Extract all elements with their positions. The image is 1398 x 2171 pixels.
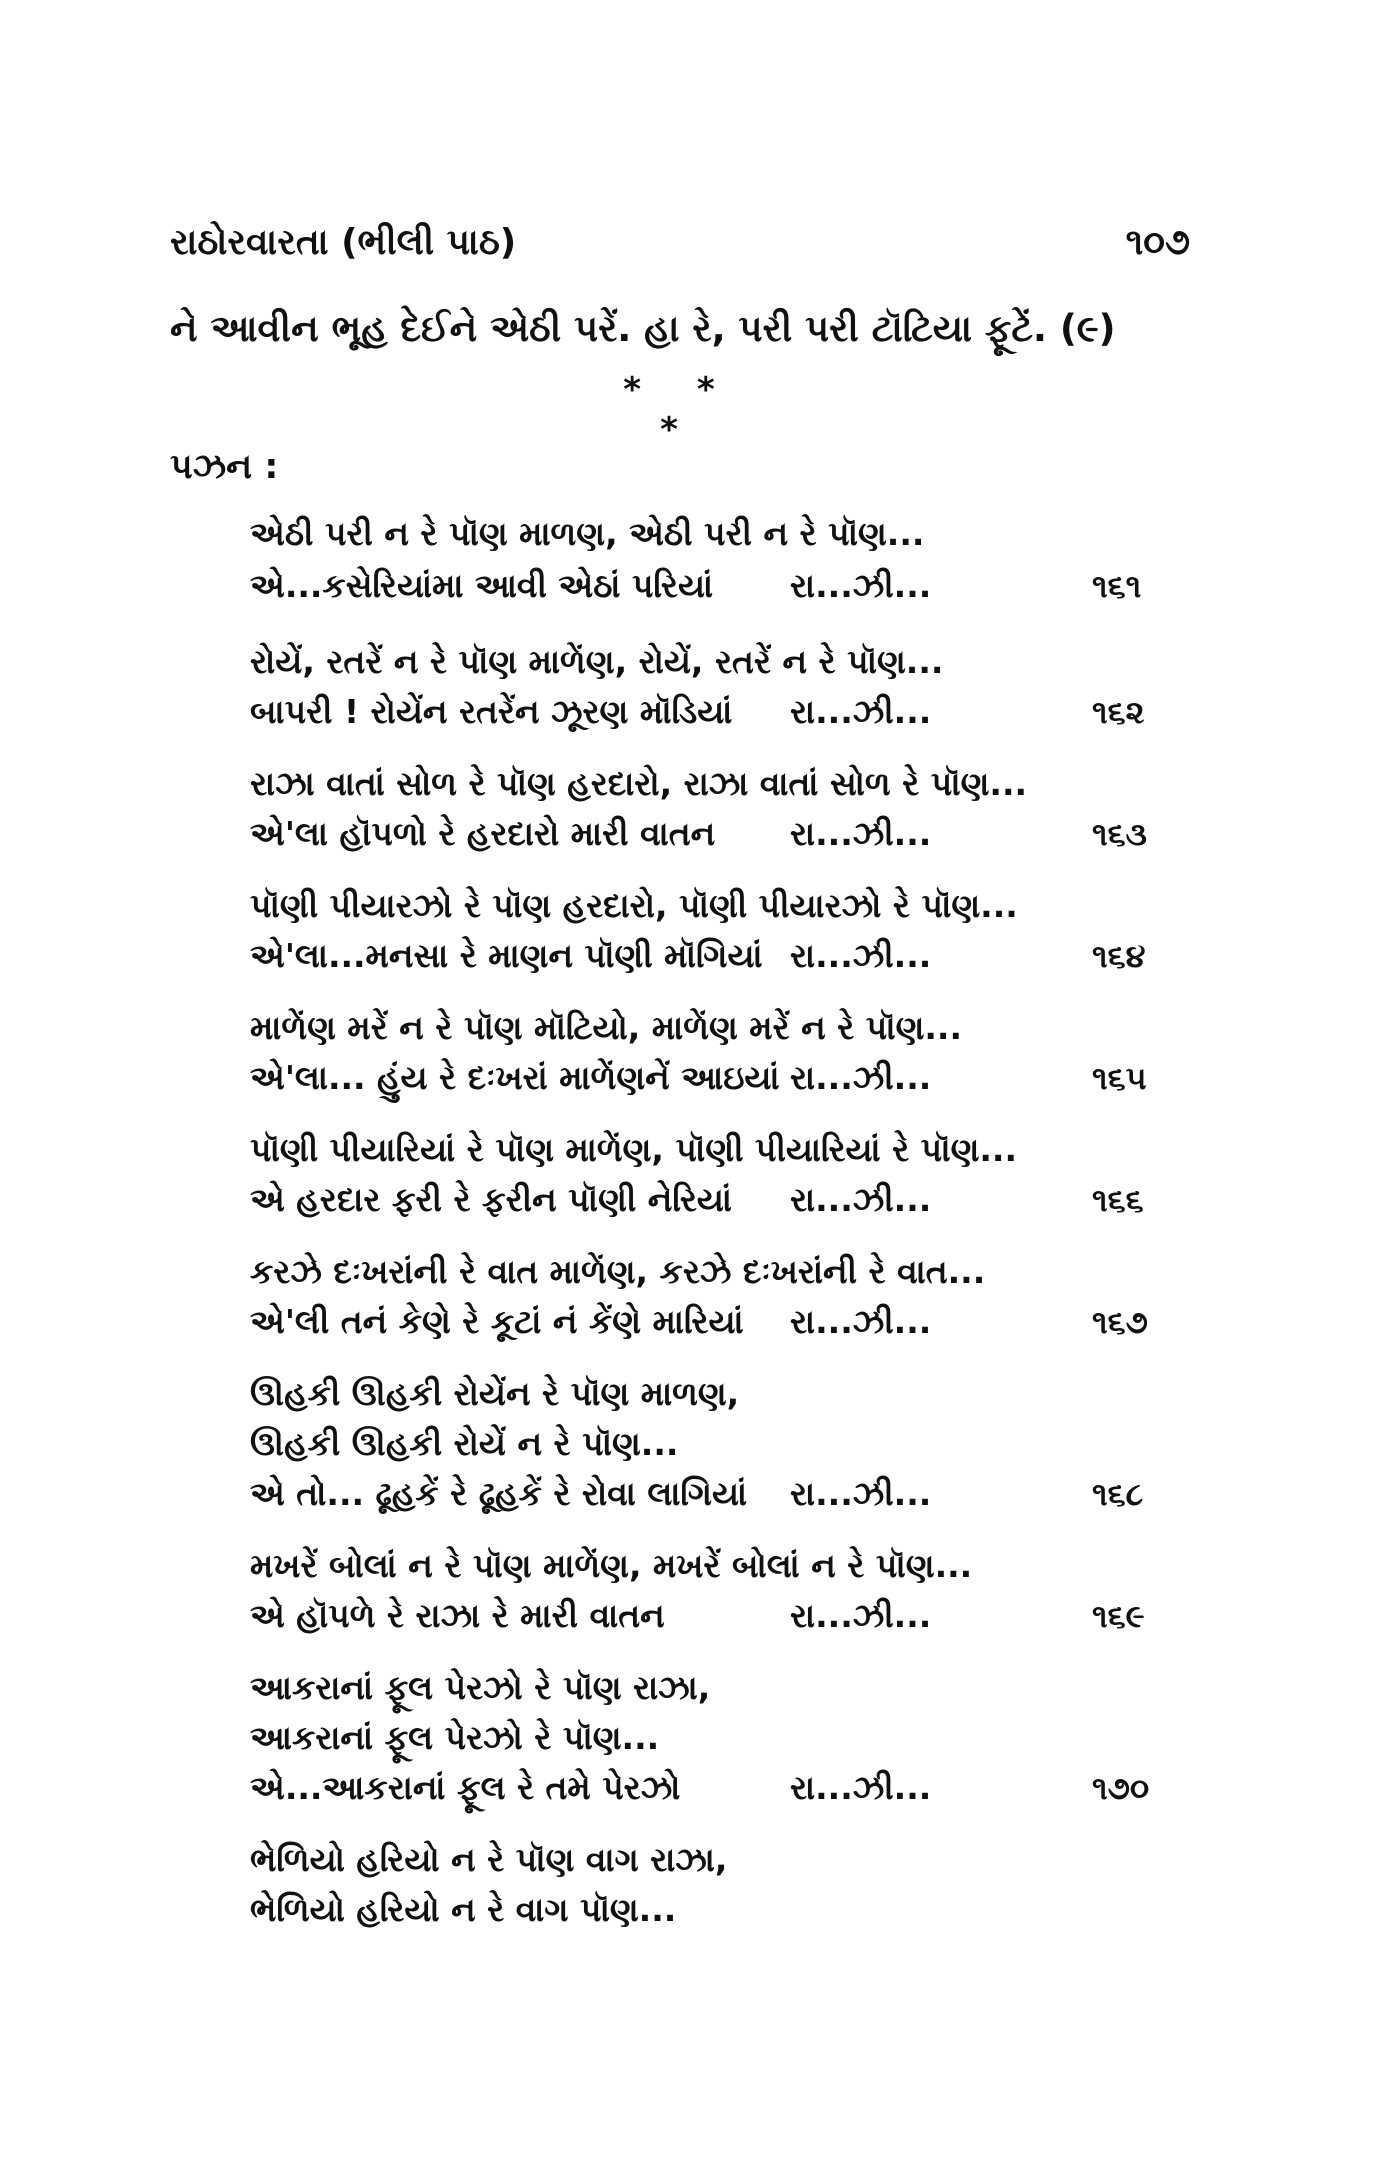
verse-number: ૧૬૩ xyxy=(1092,815,1147,853)
verse-line: એઠી પરી ન રે પૉણ માળણ, એઠી પરી ન રે પૉણ... xyxy=(250,514,925,553)
verse-line: ઊહકી ઊહકી રોયેંન રે પૉણ માળણ, xyxy=(250,1374,740,1413)
verse-line: એ તો... ઢૂહકેં રે ઢૂહકેં રે રોવા લાગિયાં xyxy=(250,1474,748,1513)
verse-refrain: રા...ઝી... xyxy=(790,1474,932,1513)
verse-refrain: રા...ઝી... xyxy=(790,936,932,975)
verse-line: એ...આકરાનાં ફૂલ રે તમે પેરઝો xyxy=(250,1768,681,1807)
verse-line: એ'લા...મનસા રે માણન પૉણી મૉગિયાં xyxy=(250,936,763,975)
verse-refrain: રા...ઝી... xyxy=(790,814,932,853)
verse-number: ૧૬૭ xyxy=(1092,1303,1148,1341)
verse-line: બાપરી ! રોયેંન રતરેંન ઝૂરણ મૉડિયાં xyxy=(250,692,733,731)
running-title: રાઠોરવારતા (ભીલી પાઠ) xyxy=(170,222,517,263)
verse-line: કરઝે દઃખરાંની રે વાત માળેંણ, કરઝે દઃખરાંની રે વાત... xyxy=(250,1252,986,1291)
verse-refrain: રા...ઝી... xyxy=(790,1180,932,1219)
verse-refrain: રા...ઝી... xyxy=(790,1768,932,1807)
verse-line: એ'લી તનં કેણે રે કૂટાં નં કેંણે મારિયાં xyxy=(250,1302,744,1341)
page-number: ૧૦૭ xyxy=(1125,222,1190,263)
verse-line: પૉણી પીયારિયાં રે પૉણ માળેંણ, પૉણી પીયારિયાં રે પૉણ... xyxy=(250,1130,1017,1169)
verse-refrain: રા...ઝી... xyxy=(790,1058,932,1097)
verse-number: ૧૬૯ xyxy=(1092,1597,1145,1635)
verse-line: ભેળિયો હરિયો ન રે પૉણ વાગ રાઝા, xyxy=(250,1840,728,1879)
verse-number: ૧૬૫ xyxy=(1092,1059,1147,1097)
verse-line: એ'લા હૉપળો રે હરદારો મારી વાતન xyxy=(250,814,716,853)
verse-line: પૉણી પીયારઝો રે પૉણ હરદારો, પૉણી પીયારઝો રે પૉણ... xyxy=(250,886,1018,925)
verse-refrain: રા...ઝી... xyxy=(790,1596,932,1635)
verse-line: માળેંણ મરેં ન રે પૉણ મૉટિયો, માળેંણ મરેં ન રે પૉણ... xyxy=(250,1008,963,1047)
verse-line: રાઝા વાતાં સોળ રે પૉણ હરદારો, રાઝા વાતાં સોળ રે પૉણ... xyxy=(250,764,1028,803)
verse-line: ઊહકી ઊહકી રોયેં ન રે પૉણ... xyxy=(250,1424,679,1463)
section-break: * * * xyxy=(623,370,737,450)
verse-line: એ હરદાર ફરી રે ફરીન પૉણી નેરિયાં xyxy=(250,1180,732,1219)
prose-line: ને આવીન ભૂહ દેઈને એઠી પરેં. હા રે, પરી પરી ટૉટિયા ફૂટેં. (૯) xyxy=(170,307,1116,350)
verse-number: ૧૬૪ xyxy=(1092,937,1146,975)
verse-refrain: રા...ઝી... xyxy=(790,566,932,605)
verse-number: ૧૬૮ xyxy=(1092,1475,1144,1513)
verse-number: ૧૬૬ xyxy=(1092,1181,1144,1219)
verse-line: ભેળિયો હરિયો ન રે વાગ પૉણ... xyxy=(250,1890,677,1929)
verse-line: એ'લા... હુંય રે દઃખરાં માળેંણનેં આઇયાં xyxy=(250,1058,780,1097)
verse-line: રોયેં, રતરેં ન રે પૉણ માળેંણ, રોયેં, રતરેં ન રે પૉણ... xyxy=(250,642,944,681)
verse-refrain: રા...ઝી... xyxy=(790,1302,932,1341)
verse-line: એ હૉપળે રે રાઝા રે મારી વાતન xyxy=(250,1596,665,1635)
verse-number: ૧૬૧ xyxy=(1092,567,1142,605)
verse-line: મખરેં બોલાં ન રે પૉણ માળેંણ, મખરેં બોલાં ન રે પૉણ... xyxy=(250,1546,973,1585)
verse-line: આકરાનાં ફૂલ પેરઝો રે પૉણ... xyxy=(250,1718,660,1757)
verse-refrain: રા...ઝી... xyxy=(790,692,932,731)
verse-line: આકરાનાં ફૂલ પેરઝો રે પૉણ રાઝા, xyxy=(250,1668,711,1707)
verse-number: ૧૭૦ xyxy=(1092,1769,1150,1807)
verse-line: એ...કસેરિયાંમા આવી એઠાં પરિયાં xyxy=(250,566,714,605)
verse-number: ૧૬૨ xyxy=(1092,693,1145,731)
section-label: પઝન : xyxy=(170,447,279,487)
